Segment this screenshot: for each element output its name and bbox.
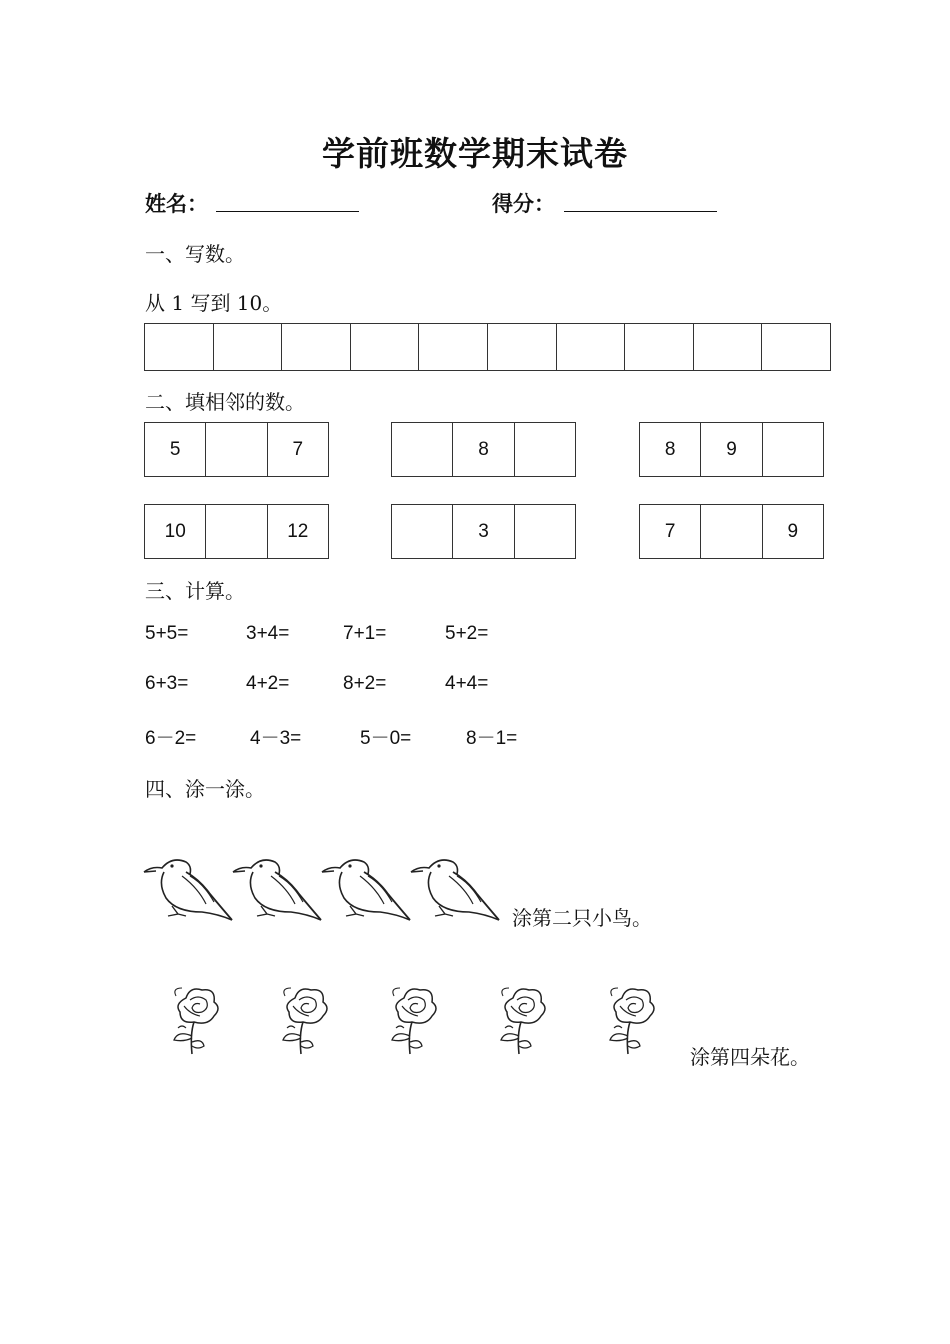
write-number-box[interactable] (145, 324, 214, 371)
given-number-cell: 12 (267, 505, 328, 559)
equation: 4+4= (445, 673, 489, 694)
write-number-box[interactable] (762, 324, 831, 371)
write-number-box[interactable] (556, 324, 625, 371)
section3-heading: 三、计算。 (145, 579, 245, 603)
given-number-cell: 10 (145, 505, 206, 559)
given-number-cell: 8 (453, 423, 514, 477)
write-number-box[interactable] (625, 324, 694, 371)
write-number-box[interactable] (693, 324, 762, 371)
blank-number-cell[interactable] (762, 423, 823, 477)
flower-icon[interactable] (495, 984, 551, 1062)
equation: 3+4= (246, 623, 290, 644)
flower-icon[interactable] (604, 984, 660, 1062)
blank-number-cell[interactable] (514, 423, 575, 477)
bird-caption: 涂第二只小鸟。 (512, 906, 652, 930)
equation: 8－1= (466, 728, 518, 749)
write-number-box[interactable] (282, 324, 351, 371)
neighbor-number-group (144, 504, 329, 559)
blank-number-cell[interactable] (392, 423, 453, 477)
given-number-cell: 5 (145, 423, 206, 477)
neighbor-number-group (639, 422, 824, 477)
page-title: 学前班数学期末试卷 (322, 134, 628, 173)
flower-icon[interactable] (277, 984, 333, 1062)
section4-heading: 四、涂一涂。 (145, 777, 265, 801)
bird-icon[interactable] (142, 854, 234, 928)
blank-number-cell[interactable] (206, 505, 267, 559)
write-number-box[interactable] (213, 324, 282, 371)
blank-number-cell[interactable] (392, 505, 453, 559)
equation: 4+2= (246, 673, 290, 694)
section1-instruction: 从 1 写到 10。 (145, 291, 283, 315)
score-blank[interactable] (564, 211, 717, 212)
equation: 5+2= (445, 623, 489, 644)
given-number-cell: 3 (453, 505, 514, 559)
bird-icon[interactable] (409, 854, 501, 928)
blank-number-cell[interactable] (514, 505, 575, 559)
write-number-box[interactable] (419, 324, 488, 371)
blank-number-cell[interactable] (206, 423, 267, 477)
bird-icon[interactable] (320, 854, 412, 928)
given-number-cell: 8 (640, 423, 701, 477)
name-blank[interactable] (216, 211, 359, 212)
equation: 8+2= (343, 673, 387, 694)
neighbor-number-group (391, 504, 576, 559)
write-number-box[interactable] (487, 324, 556, 371)
equation: 7+1= (343, 623, 387, 644)
section2-heading: 二、填相邻的数。 (145, 390, 305, 414)
section1-heading: 一、写数。 (145, 242, 245, 266)
given-number-cell: 7 (640, 505, 701, 559)
blank-number-cell[interactable] (701, 505, 762, 559)
equation: 5－0= (360, 728, 412, 749)
neighbor-number-group (639, 504, 824, 559)
write-number-box[interactable] (350, 324, 419, 371)
flower-icon[interactable] (168, 984, 224, 1062)
given-number-cell: 9 (701, 423, 762, 477)
neighbor-number-group (391, 422, 576, 477)
equation: 6－2= (145, 728, 197, 749)
equation: 6+3= (145, 673, 189, 694)
write-numbers-grid (144, 323, 831, 371)
equation: 5+5= (145, 623, 189, 644)
bird-icon[interactable] (231, 854, 323, 928)
neighbor-number-group (144, 422, 329, 477)
flower-icon[interactable] (386, 984, 442, 1062)
equation: 4－3= (250, 728, 302, 749)
flower-caption: 涂第四朵花。 (690, 1045, 810, 1069)
score-label: 得分： (492, 192, 555, 216)
name-label: 姓名： (145, 192, 208, 216)
given-number-cell: 7 (267, 423, 328, 477)
given-number-cell: 9 (762, 505, 823, 559)
